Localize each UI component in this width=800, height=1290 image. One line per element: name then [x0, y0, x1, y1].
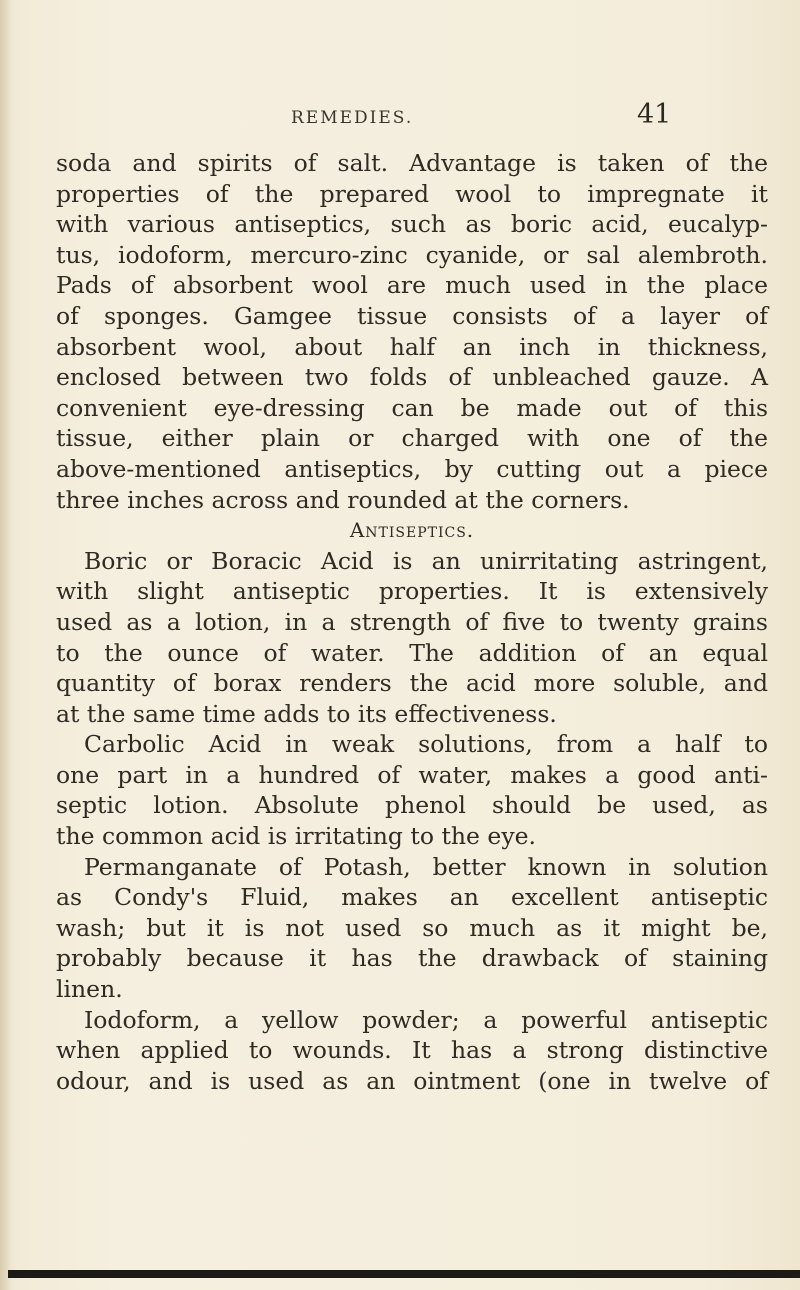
running-head: REMEDIES. [291, 108, 414, 128]
text-line: above-mentioned antiseptics, by cutting out a piece [56, 454, 768, 483]
section-heading: Antiseptics. [349, 518, 475, 543]
text-line: Carbolic Acid in weak solutions, from a half to [84, 730, 768, 759]
text-line: of sponges. Gamgee tissue consists of a layer of [56, 301, 768, 330]
text-line: tissue, either plain or charged with one of the [56, 424, 768, 453]
page-number: 41 [637, 99, 672, 130]
text-line: three inches across and rounded at the corners. [56, 485, 630, 514]
text-line: quantity of borax renders the acid more soluble, and [56, 669, 768, 698]
text-line: convenient eye-dressing can be made out of this [56, 393, 768, 422]
text-line: as Condy's Fluid, makes an excellent antiseptic [56, 883, 768, 912]
body-text [56, 148, 768, 1096]
text-line: when applied to wounds. It has a strong distinctive [56, 1036, 768, 1065]
text-line: wash; but it is not used so much as it might be, [56, 913, 768, 942]
text-line: with slight antiseptic properties. It is extensively [56, 577, 768, 606]
text-line: odour, and is used as an ointment (one in twelve of [56, 1066, 768, 1095]
text-line: to the ounce of water. The addition of an equal [56, 638, 768, 667]
text-line: Pads of absorbent wool are much used in the place [56, 271, 768, 300]
text-line: soda and spirits of salt. Advantage is taken of the [56, 149, 768, 177]
text-line: Boric or Boracic Acid is an unirritating astringent, [84, 546, 768, 575]
text-line: septic lotion. Absolute phenol should be used, as [56, 791, 768, 820]
page-header [0, 96, 800, 136]
text-line: probably because it has the drawback of staining [56, 944, 768, 973]
text-line: one part in a hundred of water, makes a good anti- [56, 760, 768, 789]
text-line: tus, iodoform, mercuro-zinc cyanide, or sal alembroth. [56, 240, 768, 269]
text-line: at the same time adds to its effectiveness. [56, 699, 557, 728]
text-line: Permanganate of Potash, better known in solution [84, 852, 768, 881]
text-line: the common acid is irritating to the eye. [56, 822, 536, 851]
text-line: properties of the prepared wool to impregnate it [56, 179, 768, 208]
text-line: with various antiseptics, such as boric acid, eucalyp- [56, 210, 768, 239]
text-line: enclosed between two folds of unbleached gauze. A [56, 363, 768, 392]
text-line: Iodoform, a yellow powder; a powerful antiseptic [84, 1005, 768, 1034]
text-line: used as a lotion, in a strength of five to twenty grains [56, 607, 768, 636]
text-line: linen. [56, 975, 123, 1004]
binding-edge [0, 0, 10, 1290]
text-line: absorbent wool, about half an inch in thickness, [56, 332, 768, 361]
scan-bottom-edge [8, 1270, 800, 1278]
